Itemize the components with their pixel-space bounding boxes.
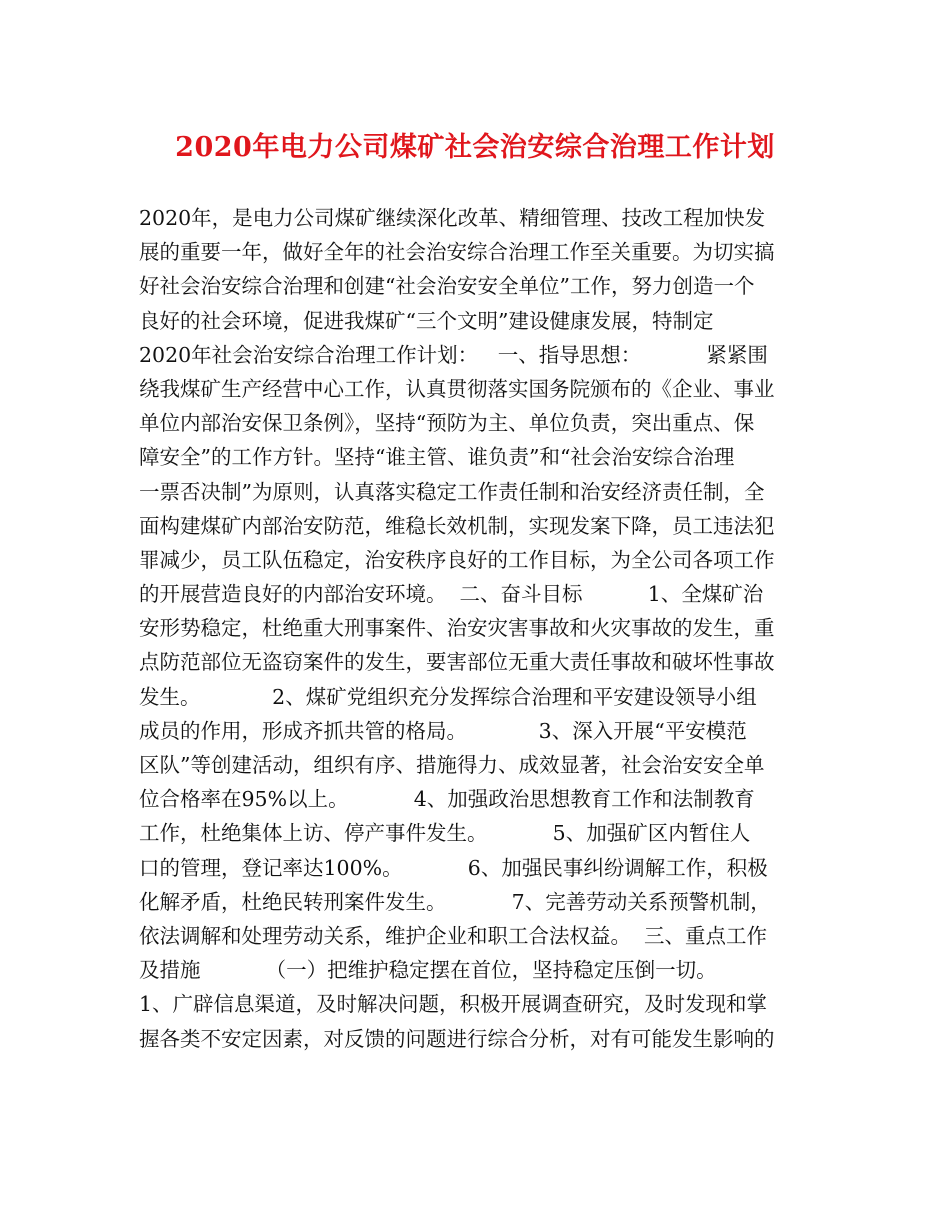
body-line: 绕我煤矿生产经营中心工作，认真贯彻落实国务院颁布的《企业、事业 bbox=[139, 376, 775, 401]
document-body bbox=[139, 201, 819, 1056]
body-line: 依法调解和处理劳动关系，维护企业和职工合法权益。 三、重点工作 bbox=[139, 923, 768, 948]
body-line: 障安全”的工作方针。坚持“谁主管、谁负责”和“社会治安综合治理 bbox=[139, 445, 735, 470]
body-line: 的开展营造良好的内部治安环境。 二、奋斗目标 1、全煤矿治 bbox=[139, 582, 764, 607]
document-title: 2020年电力公司煤矿社会治安综合治理工作计划 bbox=[175, 132, 775, 163]
body-line: 点防范部位无盗窃案件的发生，要害部位无重大责任事故和破坏性事故 bbox=[139, 650, 775, 675]
body-line: 握各类不安定因素，对反馈的问题进行综合分析，对有可能发生影响的 bbox=[139, 1026, 775, 1051]
body-line: 一票否决制”为原则，认真落实稳定工作责任制和治安经济责任制，全 bbox=[139, 479, 765, 504]
body-line: 成员的作用，形成齐抓共管的格局。 3、深入开展“平安模范 bbox=[139, 718, 747, 743]
body-line: 工作，杜绝集体上访、停产事件发生。 5、加强矿区内暂住人 bbox=[139, 821, 751, 846]
body-line: 位合格率在95%以上。 4、加强政治思想教育工作和法制教育 bbox=[139, 787, 755, 812]
body-line: 1、广辟信息渠道，及时解决问题，积极开展调查研究，及时发现和掌 bbox=[139, 992, 768, 1017]
body-line: 2020年，是电力公司煤矿继续深化改革、精细管理、技改工程加快发 bbox=[139, 206, 766, 230]
body-line: 展的重要一年，做好全年的社会治安综合治理工作至关重要。为切实搞 bbox=[139, 240, 775, 265]
body-line: 罪减少，员工队伍稳定，治安秩序良好的工作目标，为全公司各项工作 bbox=[139, 547, 775, 572]
body-line: 好社会治安综合治理和创建“社会治安安全单位”工作，努力创造一个 bbox=[139, 274, 755, 299]
body-line: 化解矛盾，杜绝民转刑案件发生。 7、完善劳动关系预警机制， bbox=[139, 889, 771, 914]
body-line: 安形势稳定，杜绝重大刑事案件、治安灾害事故和火灾事故的发生，重 bbox=[139, 616, 775, 641]
body-line: 良好的社会环境，促进我煤矿“三个文明”建设健康发展，特制定 bbox=[139, 308, 714, 333]
body-line: 发生。 2、煤矿党组织充分发挥综合治理和平安建设领导小组 bbox=[139, 684, 757, 709]
body-line: 面构建煤矿内部治安防范，维稳长效机制，实现发案下降，员工违法犯 bbox=[139, 513, 775, 538]
body-line: 单位内部治安保卫条例》，坚持“预防为主、单位负责，突出重点、保 bbox=[139, 411, 755, 436]
body-line: 及措施 （一）把维护稳定摆在首位，坚持稳定压倒一切。 bbox=[139, 958, 717, 983]
body-line: 区队”等创建活动，组织有序、措施得力、成效显著，社会治安安全单 bbox=[139, 753, 765, 777]
body-line: 2020年社会治安综合治理工作计划： 一、指导思想： 紧紧围 bbox=[139, 342, 768, 367]
body-line: 口的管理，登记率达100%。 6、加强民事纠纷调解工作，积极 bbox=[139, 855, 768, 880]
